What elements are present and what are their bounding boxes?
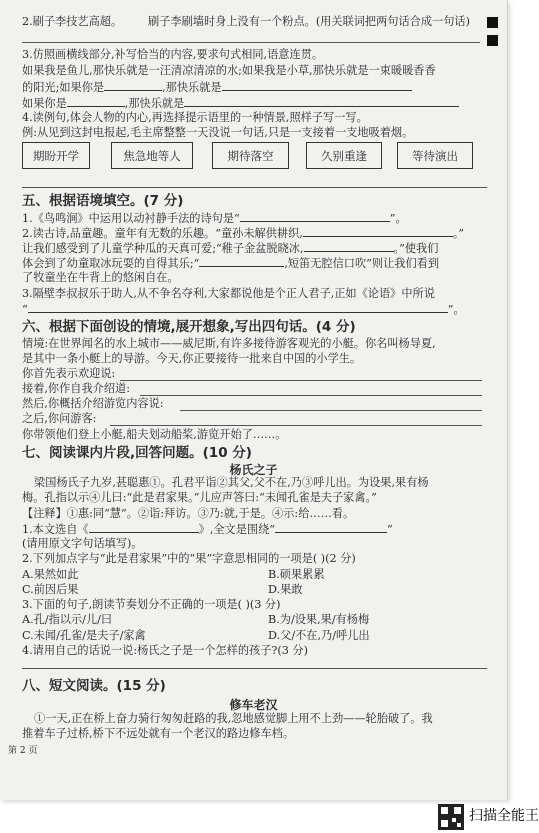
passage-line-1: ①一天,正在桥上奋力骑行匆匆赶路的我,忽地感觉脚上用不上劲——轮胎破了。我 — [34, 712, 433, 725]
passage-title: 杨氏之子 — [229, 463, 278, 477]
option-d[interactable]: D.果敢 — [268, 583, 303, 596]
scanner-app-label: 扫描全能王 — [469, 808, 539, 824]
answer-line[interactable] — [180, 410, 482, 411]
sec7-q1-note: (请用原文字句话填写)。 — [22, 537, 143, 550]
fill-blank[interactable] — [240, 211, 390, 222]
q3-prompt: 3.仿照画横线部分,补写恰当的内容,要求句式相同,语意连贯。 — [22, 48, 324, 61]
section-7-title: 七、阅读课内片段,回答问题。(10 分) — [22, 445, 252, 461]
sec7-q1: 1.本文选自《 》,全文是围绕“ ” — [22, 523, 393, 536]
fill-blank[interactable] — [89, 522, 199, 533]
camscanner-logo-icon — [438, 804, 464, 830]
section-6-title: 六、根据下面创设的情境,展开想象,写出四句话。(4 分) — [22, 319, 356, 335]
sec6-context-1: 情境:在世界闻名的水上城市——威尼斯,有许多接待游客观光的小艇。你名叫杨导夏, — [22, 337, 436, 350]
q4-prompt: 4.读例句,体会人物的内心,再选择提示语里的一种情景,照样子写一写。 — [22, 111, 368, 124]
option-c[interactable]: C.未闻/孔雀/是夫子/家禽 — [22, 629, 146, 642]
fill-blank[interactable] — [184, 96, 459, 107]
answer-line[interactable] — [22, 668, 487, 669]
passage-line-2: 推着车子过桥,桥下不远处就有一个老汉的路边修车档。 — [22, 727, 295, 740]
option-a[interactable]: A.果然如此 — [22, 568, 79, 581]
option-box[interactable]: 等待演出 — [397, 142, 473, 169]
answer-line[interactable] — [22, 187, 487, 188]
answer-line[interactable] — [22, 42, 480, 43]
sec5-line-6: 3.隔壁李叔叔乐于助人,从不争名夺利,大家都说他是个正人君子,正如《论语》中所说 — [22, 287, 435, 300]
sec5-line-4: 体会到了幼童取冰玩耍的自得其乐;“ ,短笛无腔信口吹”则让我们看到 — [22, 257, 440, 270]
passage-line-1: 梁国杨氏子九岁,甚聪惠①。孔君平诣②其父,父不在,乃③呼儿出。为设果,果有杨 — [34, 476, 429, 489]
sec7-q2: 2.下列加点字与“此是君家果”中的“果”字意思相同的一项是( )(2 分) — [22, 552, 356, 565]
option-a[interactable]: A.孔/指以示/儿/曰 — [22, 613, 113, 626]
q3-example-line: 如果我是鱼儿,那快乐就是一汪清凉清凉的水;如果我是小草,那快乐就是一束暖暖香香 — [22, 64, 436, 77]
black-marker-square — [487, 35, 498, 46]
sec5-line-7: “ ”。 — [22, 303, 465, 316]
fill-blank[interactable] — [275, 522, 387, 533]
passage-line-2: 梅。孔指以示④儿曰:“此是君家果。”儿应声答曰:“未闻孔雀是夫子家禽。” — [22, 491, 377, 504]
sec6-prompt-4: 之后,你问游客: — [22, 412, 97, 425]
fill-blank[interactable] — [304, 241, 394, 252]
q3-line-2: 的阳光;如果你是 ,那快乐就是 — [22, 80, 412, 95]
option-d[interactable]: D.父/不在,乃/呼儿出 — [268, 629, 370, 642]
sec6-closing: 你带领他们登上小艇,船夫划动船桨,游览开始了……。 — [22, 428, 287, 441]
sec7-q4: 4.请用自己的话说一说:杨氏之子是一个怎样的孩子?(3 分) — [22, 644, 308, 657]
fill-blank[interactable] — [104, 80, 162, 91]
sec7-q3: 3.下面的句子,朗读节奏划分不正确的一项是( )(3 分) — [22, 598, 281, 611]
section-8-title: 八、短文阅读。(15 分) — [22, 678, 166, 694]
answer-line[interactable] — [110, 425, 482, 426]
passage-notes: 【注释】①惠:同“慧”。②诣:拜访。③乃:就,于是。④示:给……看。 — [22, 507, 355, 520]
option-box[interactable]: 期待落空 — [212, 142, 289, 169]
sec5-line-2: 2.读古诗,品童趣。童年有无数的乐趣。“童孙未解供耕织, 。” — [22, 227, 465, 240]
option-box[interactable]: 期盼开学 — [22, 142, 90, 169]
fill-blank[interactable] — [67, 96, 125, 107]
q2-left-sentence: 2.刷子李技艺高超。 — [22, 15, 123, 28]
fill-blank[interactable] — [303, 226, 453, 237]
passage-title: 修车老汉 — [229, 698, 278, 712]
sec6-prompt-1: 你首先表示欢迎说: — [22, 367, 116, 380]
sec6-context-2: 是其中一条小艇上的导游。今天,你正要接待一批来自中国的小学生。 — [22, 352, 362, 365]
sec6-prompt-2: 接着,你作自我介绍道: — [22, 382, 131, 395]
q2-right-sentence: 刷子李刷墙时身上没有一个粉点。(用关联词把两句话合成一句话) — [148, 15, 470, 28]
answer-line[interactable] — [140, 395, 482, 396]
fill-blank[interactable] — [222, 80, 412, 91]
option-c[interactable]: C.前因后果 — [22, 583, 79, 596]
q4-example: 例:从见到这封电报起,毛主席整整一天没说一句话,只是一支接着一支地吸着烟。 — [22, 126, 414, 139]
sec5-line-3: 让我们感受到了儿童学种瓜的天真可爱;“稚子金盆脱晓冰, 。”使我们 — [22, 242, 439, 255]
option-box[interactable]: 久别重逢 — [306, 142, 382, 169]
sec6-prompt-3: 然后,你概括介绍游览内容说: — [22, 397, 164, 410]
answer-line[interactable] — [120, 380, 482, 381]
option-b[interactable]: B.硕果累累 — [268, 568, 325, 581]
option-b[interactable]: B.为/设果,果/有杨梅 — [268, 613, 370, 626]
fill-blank[interactable] — [199, 256, 284, 267]
sec5-line-1: 1.《鸟鸣涧》中运用以动衬静手法的诗句是“ ”。 — [22, 212, 407, 225]
page-number: 第 2 页 — [8, 746, 38, 756]
section-5-title: 五、根据语境填空。(7 分) — [22, 193, 184, 209]
sec5-line-5: 了牧童坐在牛背上的悠闲自在。 — [22, 271, 179, 284]
black-marker-square — [487, 17, 498, 28]
fill-blank[interactable] — [28, 302, 448, 313]
option-box[interactable]: 焦急地等人 — [111, 142, 193, 169]
q3-line-3: 如果你是 ,那快乐就是 — [22, 96, 459, 111]
